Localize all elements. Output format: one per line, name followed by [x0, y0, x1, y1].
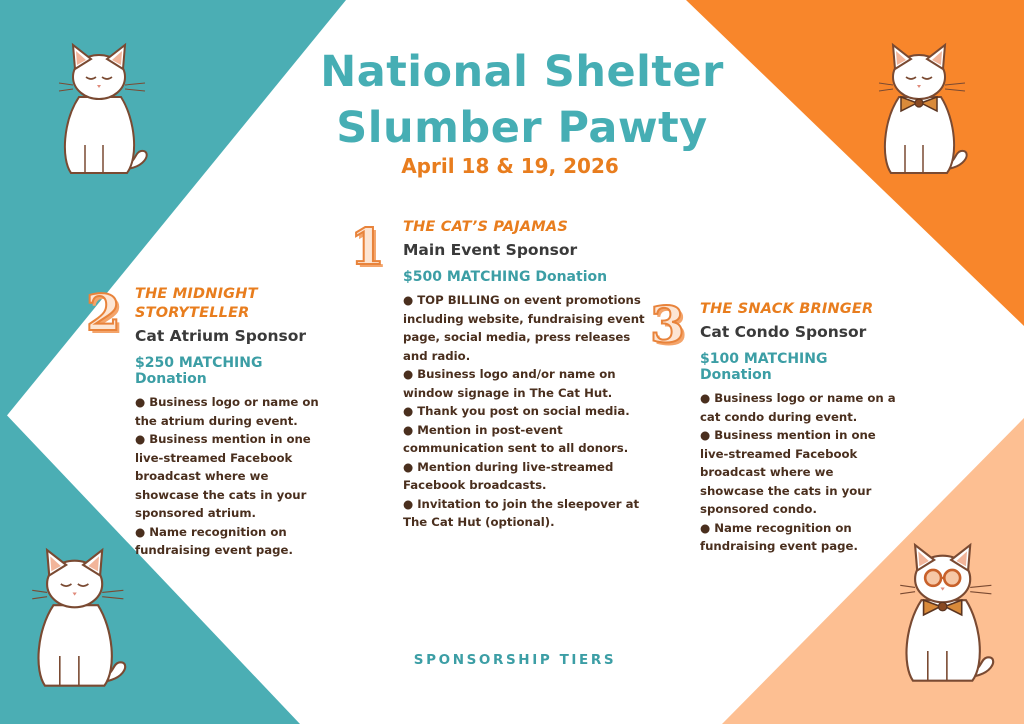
tier-2-donation: $250 MATCHING Donation	[135, 355, 263, 387]
benefit-item: ● Business mention in one live-streamed Facebook broadcast where we showcase the cats in your sponsored condo.	[700, 426, 900, 519]
tier-3-benefits	[700, 389, 900, 556]
cat-with-bowtie-icon	[875, 40, 975, 182]
benefit-item: ● Business mention in one live-streamed Facebook broadcast where we showcase the cats in your sponsored atrium.	[135, 430, 320, 523]
benefit-item: ● Business logo or name on a cat condo during event.	[700, 389, 900, 426]
tier-1-benefits	[403, 291, 653, 532]
tier-3-sponsor-type: Cat Condo Sponsor	[700, 323, 867, 341]
tier-1-number: 1	[350, 217, 385, 276]
cat-with-glasses-icon	[896, 540, 1002, 690]
event-title-line-1: National Shelter	[320, 47, 724, 97]
benefit-item: ● Invitation to join the sleepover at The Cat Hut (optional).	[403, 495, 653, 532]
sponsorship-tiers-label: SPONSORSHIP TIERS	[413, 652, 617, 668]
benefit-item: ● TOP BILLING on event promotions including website, fundraising event page, social media, press releases and radio.	[403, 291, 653, 365]
tier-2-number: 2	[86, 283, 121, 342]
tier-1-sponsor-type: Main Event Sponsor	[403, 241, 578, 259]
tier-3-donation: $100 MATCHING Donation	[700, 351, 828, 383]
event-title-line-2: Slumber Pawty	[336, 103, 708, 153]
benefit-item: ● Mention in post-event communication sent to all donors.	[403, 421, 653, 458]
event-title	[232, 44, 812, 156]
benefit-item: ● Name recognition on fundraising event page.	[700, 519, 900, 556]
benefit-item: ● Thank you post on social media.	[403, 402, 653, 421]
tier-1-block	[403, 218, 653, 532]
tier-2-sponsor-type: Cat Atrium Sponsor	[135, 327, 307, 345]
tier-2-benefits	[135, 393, 320, 560]
tier-2-block	[135, 285, 320, 560]
benefit-item: ● Business logo or name on the atrium during event.	[135, 393, 320, 430]
tier-3-name: THE SNACK BRINGER	[700, 301, 874, 317]
benefit-item: ● Name recognition on fundraising event page.	[135, 523, 320, 560]
benefit-item: ● Business logo and/or name on window signage in The Cat Hut.	[403, 365, 653, 402]
sleeping-cat-icon	[55, 40, 155, 182]
tier-3-number: 3	[650, 295, 685, 354]
tier-2-name: THE MIDNIGHT STORYTELLER	[135, 286, 258, 321]
tier-3-block	[700, 300, 900, 556]
tier-1-name: THE CAT’S PAJAMAS	[403, 219, 568, 235]
benefit-item: ● Mention during live-streamed Facebook broadcasts.	[403, 458, 653, 495]
tier-1-donation: $500 MATCHING Donation	[403, 269, 608, 285]
event-date: April 18 & 19, 2026	[401, 154, 619, 178]
sleeping-cat-icon	[28, 545, 134, 695]
